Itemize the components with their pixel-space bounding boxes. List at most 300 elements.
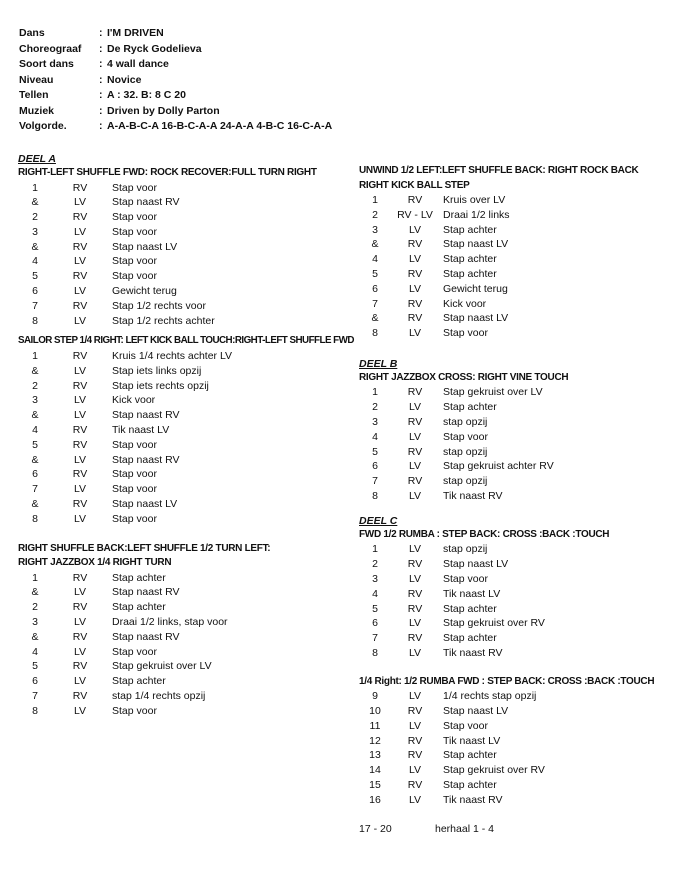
info-separator: :	[99, 104, 103, 117]
step-count: 4	[372, 430, 378, 443]
step-foot: LV	[73, 675, 87, 688]
step-count: 1	[32, 571, 38, 584]
step-foot: LV	[408, 460, 422, 473]
step-description: Stap voor	[443, 430, 488, 443]
step-count: 9	[372, 690, 378, 703]
step-row	[18, 299, 354, 314]
info-label: Dans	[19, 27, 45, 39]
step-foot: LV	[73, 225, 87, 238]
step-foot: LV	[408, 327, 422, 340]
step-count: 3	[32, 225, 38, 238]
step-count: 2	[372, 401, 378, 414]
step-description: Stap achter	[443, 253, 497, 266]
step-row	[18, 195, 354, 210]
step-description: Stap achter	[112, 675, 166, 688]
step-row	[359, 297, 677, 312]
step-foot: LV	[73, 285, 87, 298]
step-row	[18, 181, 354, 196]
info-row	[19, 104, 332, 120]
step-count: &	[31, 409, 39, 422]
step-row	[18, 704, 354, 719]
step-foot: LV	[408, 401, 422, 414]
step-description: Stap naast RV	[112, 409, 180, 422]
step-foot: RV	[72, 468, 88, 481]
step-count: 5	[372, 267, 378, 280]
step-foot: LV	[408, 253, 422, 266]
step-count: 6	[372, 282, 378, 295]
step-count: 2	[32, 601, 38, 614]
step-count: &	[31, 586, 39, 599]
step-count: 8	[372, 327, 378, 340]
step-row	[18, 284, 354, 299]
step-row	[18, 585, 354, 600]
step-foot: RV	[407, 602, 423, 615]
step-count: 4	[32, 255, 38, 268]
step-description: Kick voor	[443, 297, 487, 310]
step-count: 1	[372, 543, 378, 556]
step-foot: RV	[407, 734, 423, 747]
step-description: Tik naast RV	[443, 490, 503, 503]
step-row	[359, 400, 677, 415]
step-row	[18, 225, 354, 240]
step-description: Stap naast RV	[112, 196, 180, 209]
step-foot: LV	[408, 490, 422, 503]
step-foot: RV	[72, 423, 88, 436]
step-description: Kick voor	[112, 394, 156, 407]
step-description: Stap naast LV	[112, 240, 178, 253]
step-description: Stap achter	[443, 749, 497, 762]
step-foot: RV	[72, 379, 88, 392]
step-description: Stap achter	[443, 602, 497, 615]
info-label: Niveau	[19, 73, 54, 86]
step-row	[359, 208, 677, 223]
step-description: Kruis over LV	[443, 194, 506, 206]
step-description: Stap voor	[112, 225, 157, 238]
step-row	[359, 415, 677, 430]
step-row	[359, 223, 677, 238]
dance-info-header	[19, 26, 332, 135]
step-row	[359, 326, 677, 341]
step-foot: RV	[72, 571, 88, 584]
step-foot: LV	[408, 617, 422, 630]
step-count: 3	[372, 416, 378, 429]
step-foot: RV	[72, 438, 88, 451]
step-section	[359, 528, 677, 661]
step-row	[18, 314, 354, 329]
step-count: &	[31, 364, 39, 377]
step-foot: LV	[408, 719, 422, 732]
step-description: Stap 1/2 rechts voor	[112, 299, 206, 312]
step-foot: LV	[73, 394, 87, 407]
section-title: RIGHT JAZZBOX CROSS: RIGHT VINE TOUCH	[359, 371, 569, 383]
step-foot: LV	[408, 282, 422, 295]
step-row	[18, 269, 354, 284]
step-foot: LV	[408, 690, 422, 703]
info-value: Driven by Dolly Parton	[107, 104, 220, 117]
step-row	[359, 267, 677, 282]
step-description: Stap achter	[443, 223, 497, 236]
step-count: 3	[32, 394, 38, 407]
step-count: 4	[372, 253, 378, 266]
step-row	[18, 512, 354, 527]
info-value: I'M DRIVEN	[107, 27, 164, 39]
step-count: 1	[372, 194, 378, 206]
step-description: Stap achter	[443, 632, 497, 645]
step-foot: RV	[407, 475, 423, 488]
step-row	[18, 674, 354, 689]
step-foot: RV	[72, 270, 88, 283]
step-foot: RV	[407, 558, 423, 571]
step-foot: LV	[73, 453, 87, 466]
info-row	[19, 42, 332, 58]
step-count: &	[371, 312, 379, 325]
step-count: 12	[369, 734, 381, 747]
info-label: Soort dans	[19, 58, 74, 70]
step-row	[359, 631, 677, 646]
step-count: 7	[32, 689, 38, 702]
step-description: Stap voor	[112, 512, 157, 525]
section-title: SAILOR STEP 1/4 RIGHT: LEFT KICK BALL TOUCH:RIGHT-LEFT SHUFFLE FWD	[18, 335, 354, 347]
step-count: &	[31, 453, 39, 466]
section-title: 1/4 Right: 1/2 RUMBA FWD : STEP BACK: CROSS :BACK :TOUCH	[359, 675, 655, 687]
step-section	[359, 675, 677, 808]
step-description: Stap gekruist over RV	[443, 617, 545, 630]
step-description: Stap iets rechts opzij	[112, 379, 209, 392]
step-foot: LV	[73, 196, 87, 209]
step-foot: RV	[72, 299, 88, 312]
info-separator: :	[99, 58, 103, 70]
step-description: Stap achter	[443, 779, 497, 791]
info-separator: :	[99, 73, 103, 86]
section-title: RIGHT SHUFFLE BACK:LEFT SHUFFLE 1/2 TURN LEFT:	[18, 542, 271, 554]
step-row	[359, 748, 677, 763]
step-description: stap opzij	[443, 445, 488, 458]
step-description: Stap gekruist over LV	[443, 386, 543, 399]
step-row	[359, 237, 677, 252]
step-description: Stap voor	[112, 211, 157, 224]
step-count: 15	[369, 779, 381, 791]
info-value: 4 wall dance	[107, 58, 169, 70]
step-foot: LV	[408, 430, 422, 443]
step-count: 6	[32, 675, 38, 688]
step-description: Stap achter	[443, 267, 497, 280]
step-description: Stap 1/2 rechts achter	[112, 314, 215, 327]
step-count: 7	[372, 632, 378, 645]
step-foot: LV	[408, 646, 422, 659]
step-row	[359, 734, 677, 749]
step-description: Stap achter	[112, 601, 166, 614]
step-foot: RV	[407, 194, 423, 206]
step-description: Tik naast LV	[443, 734, 501, 747]
step-foot: RV	[407, 779, 423, 791]
step-count: 4	[32, 423, 38, 436]
info-label: Muziek	[19, 104, 55, 117]
step-description: Draai 1/2 links	[443, 208, 510, 221]
step-row	[359, 252, 677, 267]
step-description: Stap gekruist over LV	[112, 660, 212, 673]
step-foot: RV	[407, 312, 423, 325]
step-description: Stap voor	[112, 181, 157, 194]
step-row	[18, 600, 354, 615]
step-foot: RV	[407, 267, 423, 280]
step-foot: RV	[407, 632, 423, 645]
step-row	[359, 704, 677, 719]
step-description: Stap voor	[443, 572, 488, 585]
step-section	[359, 371, 677, 504]
step-foot: RV	[407, 705, 423, 718]
info-label: Tellen	[19, 89, 49, 101]
step-row	[18, 408, 354, 423]
step-count: 6	[372, 460, 378, 473]
right-column	[359, 164, 677, 837]
info-value: De Ryck Godelieva	[107, 42, 202, 55]
step-row	[359, 572, 677, 587]
step-count: 7	[32, 483, 38, 496]
step-row	[18, 364, 354, 379]
step-row	[359, 689, 677, 704]
step-foot: LV	[73, 645, 87, 658]
step-row	[18, 630, 354, 645]
step-count: 1	[372, 386, 378, 399]
step-foot: RV - LV	[397, 208, 433, 221]
info-separator: :	[99, 89, 103, 101]
step-row	[18, 379, 354, 394]
step-description: Stap voor	[112, 704, 157, 717]
step-count: 3	[32, 615, 38, 628]
step-row	[359, 489, 677, 504]
step-foot: RV	[72, 349, 88, 362]
step-row	[18, 254, 354, 269]
repeat-instruction	[359, 822, 677, 837]
step-row	[18, 615, 354, 630]
step-count: 2	[372, 558, 378, 571]
info-row	[19, 26, 332, 42]
step-description: stap opzij	[443, 416, 488, 429]
step-foot: LV	[73, 704, 87, 717]
step-foot: LV	[73, 615, 87, 628]
step-row	[18, 349, 354, 364]
step-row	[359, 557, 677, 572]
step-count: 5	[372, 602, 378, 615]
step-foot: LV	[73, 586, 87, 599]
info-label: Choreograaf	[19, 42, 82, 55]
step-description: Stap iets links opzij	[112, 364, 202, 377]
step-count: 16	[369, 793, 381, 806]
step-row	[359, 445, 677, 460]
step-description: Stap naast LV	[443, 238, 509, 251]
step-row	[18, 240, 354, 255]
step-count: 3	[372, 223, 378, 236]
step-count: 5	[32, 438, 38, 451]
step-foot: LV	[73, 483, 87, 496]
step-count: 6	[372, 617, 378, 630]
step-row	[359, 542, 677, 557]
step-count: 1	[32, 349, 38, 362]
step-row	[359, 385, 677, 400]
step-description: Tik naast RV	[443, 793, 503, 806]
step-row	[18, 482, 354, 497]
step-foot: RV	[72, 497, 88, 510]
step-description: Tik naast LV	[443, 587, 501, 600]
step-section	[18, 542, 354, 719]
step-row	[359, 763, 677, 778]
step-count: &	[31, 497, 39, 510]
step-foot: LV	[408, 793, 422, 806]
step-description: Stap voor	[112, 255, 157, 268]
step-row	[18, 423, 354, 438]
step-count: 1	[32, 181, 38, 194]
step-description: Tik naast RV	[443, 646, 503, 659]
step-count: 6	[32, 285, 38, 298]
step-foot: RV	[72, 240, 88, 253]
step-description: stap opzij	[443, 475, 488, 488]
step-count: 8	[372, 646, 378, 659]
left-column	[18, 152, 354, 719]
step-count: 5	[32, 660, 38, 673]
step-foot: LV	[73, 255, 87, 268]
step-description: Stap voor	[443, 719, 488, 732]
step-foot: RV	[72, 601, 88, 614]
info-separator: :	[99, 120, 103, 132]
step-row	[359, 778, 677, 793]
step-row	[359, 474, 677, 489]
step-description: Draai 1/2 links, stap voor	[112, 615, 228, 628]
step-description: Stap naast LV	[112, 497, 178, 510]
step-section	[18, 166, 354, 328]
step-count: 7	[32, 299, 38, 312]
step-foot: RV	[407, 386, 423, 399]
info-value: A-A-B-C-A 16-B-C-A-A 24-A-A 4-B-C 16-C-A-A	[107, 120, 333, 132]
step-description: Stap naast RV	[112, 630, 180, 643]
step-row	[18, 571, 354, 586]
step-foot: LV	[408, 572, 422, 585]
section-heading-deel-a: DEEL A	[18, 153, 56, 165]
step-count: 8	[32, 314, 38, 327]
step-description: Gewicht terug	[112, 285, 177, 298]
step-description: Stap voor	[112, 645, 157, 658]
info-row	[19, 88, 332, 104]
step-description: 1/4 rechts stap opzij	[443, 690, 537, 703]
step-row	[359, 646, 677, 661]
step-row	[18, 645, 354, 660]
step-row	[359, 311, 677, 326]
step-count: 13	[369, 749, 381, 762]
step-count: &	[31, 240, 39, 253]
step-row	[359, 616, 677, 631]
step-description: Tik naast LV	[112, 423, 170, 436]
step-description: Stap naast LV	[443, 705, 509, 718]
info-separator: :	[99, 42, 103, 55]
step-section	[18, 334, 354, 526]
step-description: Stap naast RV	[112, 453, 180, 466]
info-value: A : 32. B: 8 C 20	[107, 89, 186, 101]
step-count: &	[31, 630, 39, 643]
step-foot: LV	[408, 543, 422, 556]
step-row	[359, 587, 677, 602]
step-count: 10	[369, 705, 381, 718]
step-count: 3	[372, 572, 378, 585]
step-count: 8	[32, 704, 38, 717]
step-row	[18, 659, 354, 674]
section-title: FWD 1/2 RUMBA : STEP BACK: CROSS :BACK :TOUCH	[359, 528, 610, 540]
step-count: &	[31, 196, 39, 209]
info-label: Volgorde.	[19, 120, 67, 132]
step-description: Stap gekruist achter RV	[443, 460, 554, 473]
step-description: Stap achter	[112, 571, 166, 584]
step-description: Stap gekruist over RV	[443, 764, 545, 777]
step-count: 5	[32, 270, 38, 283]
section-title-line2: RIGHT JAZZBOX 1/4 RIGHT TURN	[18, 557, 172, 569]
step-description: Stap voor	[112, 438, 157, 451]
step-count: 2	[372, 208, 378, 221]
step-foot: RV	[72, 660, 88, 673]
step-description: Stap voor	[443, 327, 488, 340]
step-foot: RV	[72, 630, 88, 643]
section-heading-deel-c: DEEL C	[359, 514, 398, 527]
step-row	[359, 282, 677, 297]
step-row	[18, 453, 354, 468]
step-count: 8	[32, 512, 38, 525]
step-description: Stap naast LV	[443, 558, 509, 571]
step-row	[18, 393, 354, 408]
step-foot: LV	[73, 409, 87, 422]
step-description: Stap achter	[443, 401, 497, 414]
step-foot: RV	[407, 297, 423, 310]
section-title: UNWIND 1/2 LEFT:LEFT SHUFFLE BACK: RIGHT ROCK BACK	[359, 165, 639, 176]
step-count: 7	[372, 297, 378, 310]
step-foot: RV	[407, 749, 423, 762]
info-row	[19, 73, 332, 89]
step-description: Stap voor	[112, 468, 157, 481]
step-count: 4	[32, 645, 38, 658]
repeat-count: 17 - 20	[359, 822, 392, 835]
section-title-line2: RIGHT KICK BALL STEP	[359, 179, 470, 191]
step-row	[359, 602, 677, 617]
step-count: 2	[32, 211, 38, 224]
step-foot: LV	[408, 764, 422, 777]
step-row	[18, 438, 354, 453]
step-row	[359, 459, 677, 474]
step-count: 2	[32, 379, 38, 392]
step-row	[359, 430, 677, 445]
section-heading-deel-b: DEEL B	[359, 357, 398, 370]
step-count: 14	[369, 764, 381, 777]
step-count: 8	[372, 490, 378, 503]
info-row	[19, 57, 332, 73]
section-title: RIGHT-LEFT SHUFFLE FWD: ROCK RECOVER:FULL TURN RIGHT	[18, 167, 317, 178]
step-row	[18, 689, 354, 704]
step-description: stap 1/4 rechts opzij	[112, 689, 206, 702]
step-foot: RV	[72, 211, 88, 224]
info-row	[19, 119, 332, 135]
repeat-desc: herhaal 1 - 4	[435, 822, 494, 835]
step-foot: RV	[72, 181, 88, 194]
step-description: Stap naast LV	[443, 312, 509, 325]
step-count: 4	[372, 587, 378, 600]
step-description: Gewicht terug	[443, 282, 508, 295]
info-separator: :	[99, 27, 103, 39]
step-row	[18, 497, 354, 512]
step-row	[359, 719, 677, 734]
step-count: &	[371, 238, 379, 251]
step-count: 6	[32, 468, 38, 481]
step-foot: RV	[407, 238, 423, 251]
step-description: Stap voor	[112, 483, 157, 496]
step-description: Stap voor	[112, 270, 157, 283]
step-foot: RV	[72, 689, 88, 702]
step-row	[359, 193, 677, 208]
step-row	[18, 210, 354, 225]
